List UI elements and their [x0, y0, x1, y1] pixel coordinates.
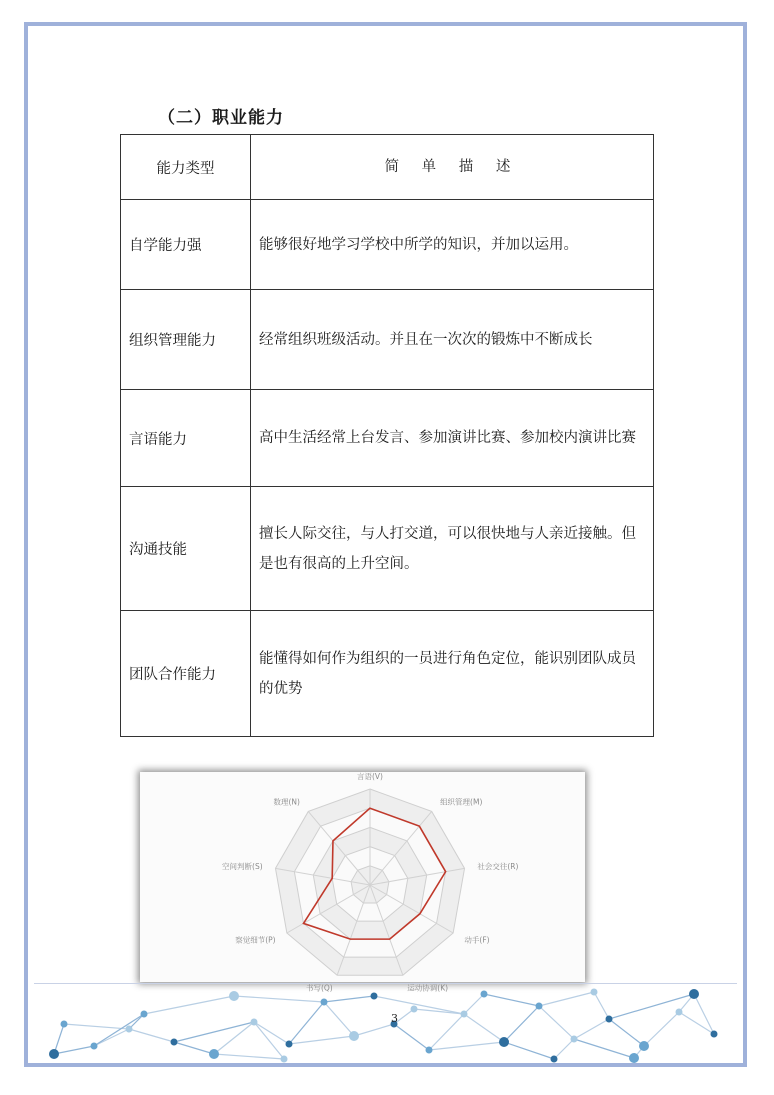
network-node: [639, 1041, 649, 1051]
network-edge: [504, 1042, 554, 1059]
network-edge: [429, 1042, 504, 1050]
network-edge: [429, 1014, 464, 1050]
network-node: [349, 1031, 359, 1041]
row-ability-type: 沟通技能: [121, 487, 251, 611]
network-node: [499, 1037, 509, 1047]
network-node: [321, 999, 328, 1006]
network-node: [251, 1019, 258, 1026]
network-edge: [464, 1014, 504, 1042]
network-edge: [464, 994, 484, 1014]
network-graphic: [34, 984, 737, 1064]
network-edge: [539, 992, 594, 1006]
header-ability-type: 能力类型: [121, 135, 251, 200]
row-description: 经常组织班级活动。并且在一次次的锻炼中不断成长: [251, 290, 654, 390]
network-node: [209, 1049, 219, 1059]
radar-axis-label: 社会交往(R): [477, 862, 519, 872]
network-edge: [609, 994, 694, 1019]
table-header-row: [121, 135, 654, 200]
table-row: [121, 390, 654, 487]
network-node: [49, 1049, 59, 1059]
network-edge: [64, 1024, 129, 1029]
network-edge: [554, 1039, 574, 1059]
radar-axis-label: 察觉细节(P): [235, 935, 276, 945]
table-row: [121, 611, 654, 737]
network-node: [711, 1031, 718, 1038]
network-node: [461, 1011, 468, 1018]
network-node: [371, 993, 378, 1000]
network-edge: [234, 996, 324, 1002]
radar-axis-label: 数理(N): [273, 797, 300, 807]
table-row: [121, 200, 654, 290]
network-edge: [574, 1019, 609, 1039]
network-node: [426, 1047, 433, 1054]
network-edge: [144, 996, 234, 1014]
network-edge: [594, 992, 609, 1019]
network-edge: [539, 1006, 574, 1039]
network-node: [689, 989, 699, 999]
network-node: [571, 1036, 578, 1043]
row-description: 高中生活经常上台发言、参加演讲比赛、参加校内演讲比赛: [251, 390, 654, 487]
network-edge: [504, 1006, 539, 1042]
network-edge: [644, 1012, 679, 1046]
radar-axis-label: 运动协调(K): [407, 983, 449, 993]
network-node: [606, 1016, 613, 1023]
radar-axis-label: 空间判断(S): [222, 862, 263, 872]
network-node: [141, 1011, 148, 1018]
network-edge: [289, 1036, 354, 1044]
section-title: （二）职业能力: [158, 108, 284, 128]
network-node: [91, 1043, 98, 1050]
radar-axis-label: 组织管理(M): [440, 797, 483, 807]
network-edge: [174, 1042, 214, 1054]
network-edge: [129, 1029, 174, 1042]
row-description: 能懂得如何作为组织的一员进行角色定位，能识别团队成员的优势: [251, 611, 654, 737]
network-edge: [324, 1002, 354, 1036]
header-description: 简 单 描 述: [251, 135, 654, 200]
table-row: [121, 487, 654, 611]
network-edge: [414, 1009, 464, 1014]
network-edge: [289, 1002, 324, 1044]
radar-axis-label: 言语(V): [357, 772, 383, 781]
network-edge: [254, 1022, 284, 1059]
network-edge: [374, 996, 464, 1014]
row-description: 能够很好地学习学校中所学的知识，并加以运用。: [251, 200, 654, 290]
network-node: [281, 1056, 288, 1063]
network-edge: [254, 1022, 289, 1044]
network-node: [629, 1053, 639, 1063]
footer-network-decoration: [34, 983, 737, 1064]
network-edge: [94, 1029, 129, 1046]
row-ability-type: 言语能力: [121, 390, 251, 487]
network-node: [591, 989, 598, 996]
network-node: [551, 1056, 558, 1063]
network-edge: [609, 1019, 644, 1046]
radar-axis-label: 书写(Q): [305, 983, 333, 993]
network-node: [171, 1039, 178, 1046]
page-number: 3: [391, 1012, 398, 1025]
table-row: [121, 290, 654, 390]
network-edge: [214, 1054, 284, 1059]
network-edge: [54, 1046, 94, 1054]
network-node: [536, 1003, 543, 1010]
network-node: [61, 1021, 68, 1028]
network-node: [126, 1026, 133, 1033]
network-node: [676, 1009, 683, 1016]
radar-chart: [140, 772, 585, 993]
abilities-table: [120, 134, 654, 737]
network-node: [286, 1041, 293, 1048]
network-edge: [394, 1024, 429, 1050]
network-edge: [354, 1024, 394, 1036]
network-node: [411, 1006, 418, 1013]
radar-axis-label: 动手(F): [464, 935, 490, 945]
network-edge: [324, 996, 374, 1002]
row-ability-type: 组织管理能力: [121, 290, 251, 390]
row-ability-type: 自学能力强: [121, 200, 251, 290]
network-edge: [574, 1039, 634, 1058]
network-node: [481, 991, 488, 998]
row-ability-type: 团队合作能力: [121, 611, 251, 737]
radar-chart-card: [140, 772, 585, 993]
row-description: 擅长人际交往，与人打交道，可以很快地与人亲近接触。但是也有很高的上升空间。: [251, 487, 654, 611]
network-edge: [484, 994, 539, 1006]
network-edge: [94, 1014, 144, 1046]
network-node: [229, 991, 239, 1001]
